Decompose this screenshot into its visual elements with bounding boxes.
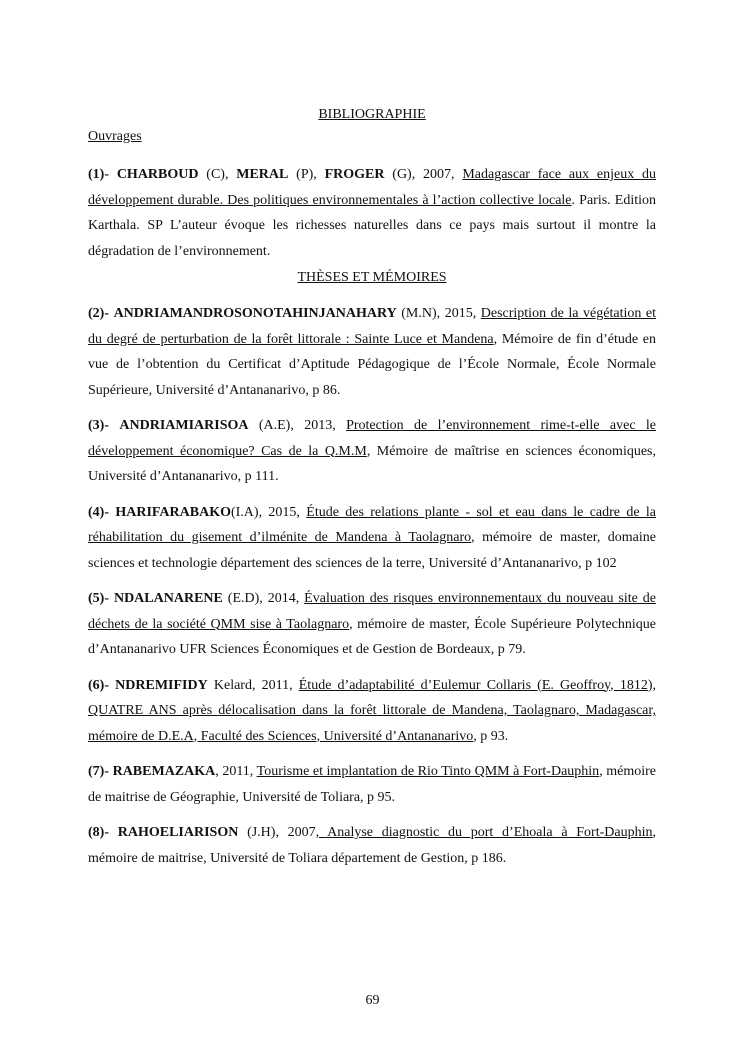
bib-entry-6 bbox=[88, 673, 656, 750]
entry-number: (4)- bbox=[88, 504, 109, 520]
entry-author: RABEMAZAKA bbox=[112, 764, 216, 779]
bib-entry-3 bbox=[88, 413, 656, 490]
bib-entry-1 bbox=[88, 162, 656, 264]
entry-number: (6)- bbox=[88, 677, 109, 693]
bibliography-page bbox=[88, 104, 656, 871]
entry-author: MERAL bbox=[236, 167, 289, 182]
entry-details: , mémoire de master, École Supérieure Polytechnique d’Antananarivo UFR Sciences Économiques et de Gestion de Bordeaux, p 79. bbox=[88, 616, 656, 657]
entry-title: Madagascar face aux enjeux du développement durable. Des politiques environnementales à l’action collective locale bbox=[88, 167, 656, 208]
entry-meta: (A.E), 2013, bbox=[248, 418, 347, 433]
entry-meta: , 2011, bbox=[215, 764, 257, 779]
entry-author: RAHOELIARISON bbox=[117, 825, 239, 840]
entry-author: CHARBOUD bbox=[116, 167, 199, 182]
bib-entry-4 bbox=[88, 500, 656, 577]
bib-entry-5 bbox=[88, 586, 656, 663]
entry-meta: (M.N), 2015, bbox=[396, 306, 481, 321]
entry-initials: (G), 2007, bbox=[384, 167, 463, 182]
entry-title: Protection de l’environnement rime-t-elle avec le développement économique? Cas de la Q.M.M bbox=[88, 418, 656, 459]
entry-author: NDREMIFIDY bbox=[115, 677, 208, 693]
entry-number: (8)- bbox=[88, 825, 109, 840]
entry-details: . Paris. Edition Karthala. SP L’auteur évoque les richesses naturelles dans ce pays mais surtout il montre la dégradation de l’environnement. bbox=[88, 192, 656, 259]
page-number: 69 bbox=[365, 993, 380, 1008]
page-heading: BIBLIOGRAPHIE bbox=[318, 107, 426, 122]
entry-author: ANDRIAMIARISOA bbox=[119, 418, 249, 433]
entry-meta: (I.A), 2015, bbox=[230, 504, 307, 520]
bib-entry-2 bbox=[88, 301, 656, 403]
entry-title: Étude des relations plante - sol et eau dans le cadre de la réhabilitation du gisement d’ilménite de Mandena à Taolagnaro bbox=[88, 504, 656, 545]
entry-number: (7)- bbox=[88, 764, 109, 779]
entry-number: (5)- bbox=[88, 591, 109, 606]
entry-title: Étude d’adaptabilité d’Eulemur Collaris (E. Geoffroy, 1812), QUATRE ANS après délocalisation dans la forêt littorale de Mandena, Taolagnaro, Madagascar, mémoire de D.E.A, Faculté des Sciences, Université d’Antananarivo bbox=[88, 677, 656, 744]
entry-meta: (E.D), 2014, bbox=[222, 591, 305, 606]
entry-details: , Mémoire de maîtrise en sciences économiques, Université d’Antananarivo, p 111. bbox=[88, 443, 656, 484]
entry-title: , Analyse diagnostic du port d’Ehoala à Fort-Dauphin bbox=[315, 825, 653, 840]
entry-details: , mémoire de master, domaine sciences et technologie département des sciences de la terre, Université d’Antananarivo, p 102 bbox=[88, 530, 657, 571]
entry-number: (1)- bbox=[88, 167, 109, 182]
entry-author: ANDRIAMANDROSONOTAHINJANAHARY bbox=[113, 306, 397, 321]
entry-number: (2)- bbox=[88, 306, 109, 321]
entry-meta: (J.H), 2007 bbox=[238, 825, 316, 840]
bib-entry-8 bbox=[88, 820, 656, 871]
entry-title: Évaluation des risques environnementaux du nouveau site de déchets de la société QMM sise à Taolagnaro bbox=[88, 591, 656, 632]
entry-author: HARIFARABAKO bbox=[115, 504, 231, 520]
subheading-ouvrages: Ouvrages bbox=[88, 129, 142, 144]
entry-meta: Kelard, 2011, bbox=[207, 677, 299, 693]
entry-details: , mémoire de maitrise, Université de Toliara département de Gestion, p 186. bbox=[88, 825, 656, 866]
section-title-theses: THÈSES ET MÉMOIRES bbox=[297, 270, 447, 285]
entry-initials: (C), bbox=[198, 167, 237, 182]
entry-details: , p 93. bbox=[473, 728, 509, 744]
entry-author: NDALANARENE bbox=[113, 591, 223, 606]
bib-entry-7 bbox=[88, 759, 656, 810]
entry-initials: (P), bbox=[288, 167, 325, 182]
entry-number: (3)- bbox=[88, 418, 109, 433]
entry-title: Description de la végétation et du degré de perturbation de la forêt littorale : Sainte Luce et Mandena bbox=[88, 306, 657, 347]
entry-details: , Mémoire de fin d’étude en vue de l’obtention du Certificat d’Aptitude Pédagogique de l’École Normale, École Normale Supérieure, Université d’Antananarivo, p 86. bbox=[88, 331, 656, 398]
entry-title: Tourisme et implantation de Rio Tinto QMM à Fort-Dauphin bbox=[256, 764, 600, 779]
entry-details: , mémoire de maitrise de Géographie, Université de Toliara, p 95. bbox=[88, 764, 657, 805]
entry-author: FROGER bbox=[324, 167, 385, 182]
